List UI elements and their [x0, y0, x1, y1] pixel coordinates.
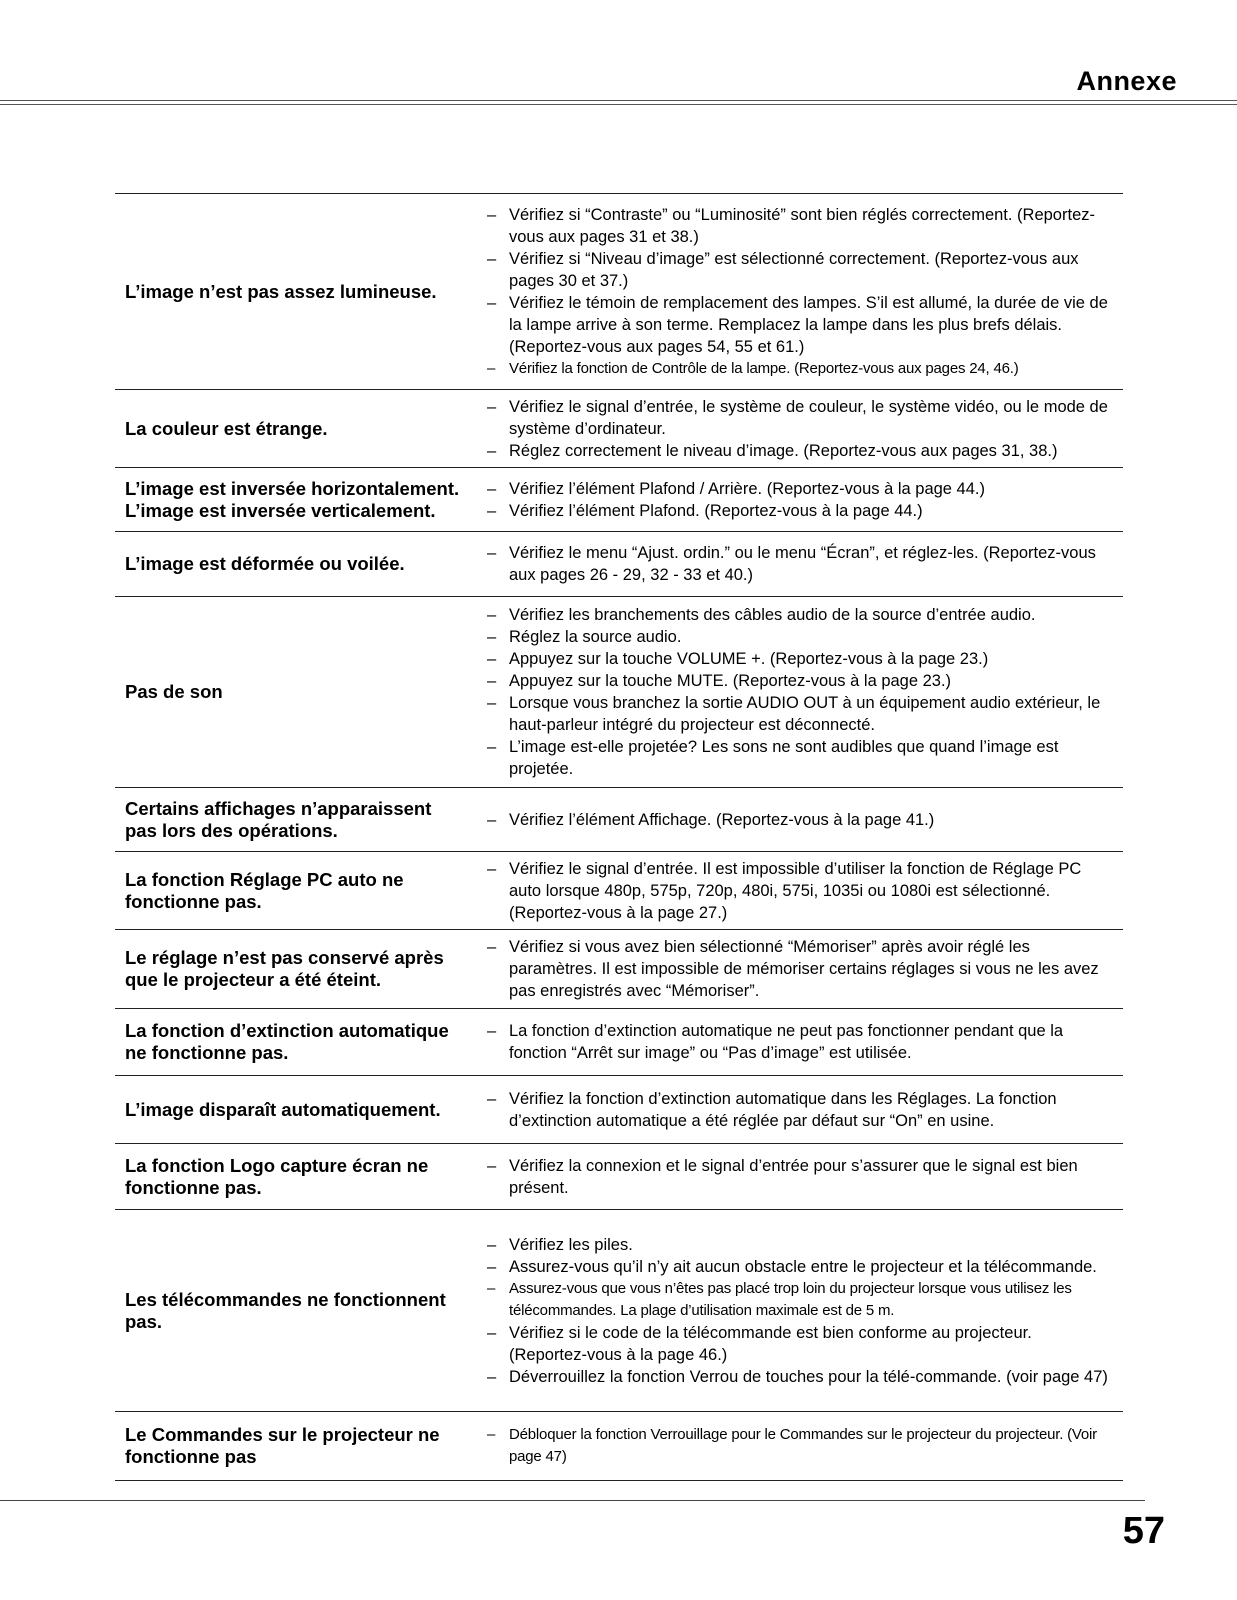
page-title: Annexe [1076, 66, 1177, 96]
remedy-text: Vérifiez si le code de la télécommande est bien conforme au projecteur. (Reportez-vous à la page 46.) [509, 1323, 1032, 1364]
remedy-text: Vérifiez l’élément Plafond. (Reportez-vous à la page 44.) [509, 501, 923, 520]
remedy-cell [475, 788, 1123, 851]
remedy-item: – Vérifiez si “Niveau d’image” est sélectionné correctement. (Reportez-vous aux pages 30 et 37.) [487, 249, 1079, 290]
remedy-text: Vérifiez si vous avez bien sélectionné “Mémoriser” après avoir réglé les paramètres. Il est impossible de mémoriser certains réglages si vous ne les avez pas enregistrés avec “Mémoriser”. [509, 938, 1099, 1000]
table-row [115, 468, 1123, 532]
remedy-item: – Vérifiez la fonction d’extinction automatique dans les Réglages. La fonction d’extinction automatique a été réglée par défaut sur “On” en usine. [487, 1089, 1057, 1130]
problem-text: L’image est inversée horizontalement. L’image est inversée verticalement. [125, 477, 460, 521]
table-row [115, 930, 1123, 1009]
remedy-text: Lorsque vous branchez la sortie AUDIO OUT à un équipement audio extérieur, le haut-parleur intégré du projecteur est déconnecté. [509, 694, 1101, 734]
problem-text: L’image n’est pas assez lumineuse. [125, 280, 437, 302]
remedy-cell [475, 597, 1123, 787]
remedy-text: Assurez-vous que vous n’êtes pas placé trop loin du projecteur lorsque vous utilisez les télécommandes. La plage d’utilisation maximale est de 5 m. [509, 1279, 1072, 1319]
remedy-cell [475, 532, 1123, 596]
remedy-text: Vérifiez si “Contraste” ou “Luminosité” sont bien réglés correctement. (Reportez-vous aux pages 31 et 38.) [509, 205, 1095, 246]
table-row [115, 788, 1123, 852]
remedy-cell [475, 930, 1123, 1008]
remedy-text: Vérifiez la connexion et le signal d’entrée pour s’assurer que le signal est bien présent. [509, 1156, 1078, 1197]
remedy-text: Réglez correctement le niveau d’image. (Reportez-vous aux pages 31, 38.) [509, 441, 1058, 460]
remedy-item: – Vérifiez le signal d’entrée. Il est impossible d’utiliser la fonction de Réglage PC auto lorsque 480p, 575p, 720p, 480i, 575i, 1035i ou 1080i est sélectionné. (Reportez-vous à la page 27.) [487, 859, 1082, 922]
header-divider [0, 100, 1237, 105]
remedy-text: Vérifiez les branchements des câbles audio de la source d’entrée audio. [509, 606, 1036, 624]
problem-text: Le Commandes sur le projecteur ne fonctionne pas [125, 1424, 440, 1467]
remedy-item: – Vérifiez l’élément Plafond. (Reportez-vous à la page 44.) [487, 501, 923, 520]
remedy-item: – Lorsque vous branchez la sortie AUDIO OUT à un équipement audio extérieur, le haut-parleur intégré du projecteur est déconnecté. [487, 694, 1101, 734]
problem-text: La fonction Logo capture écran ne fonctionne pas. [125, 1154, 429, 1198]
remedy-text: Appuyez sur la touche MUTE. (Reportez-vous à la page 23.) [509, 672, 952, 690]
remedy-cell [475, 1412, 1123, 1480]
problem-cell [115, 532, 475, 596]
remedy-text: Vérifiez le signal d’entrée, le système de couleur, le système vidéo, ou le mode de système d’ordinateur. [509, 397, 1108, 438]
footer-divider [0, 1500, 1145, 1501]
problem-text: L’image disparaît automatiquement. [125, 1098, 441, 1120]
problem-cell [115, 1144, 475, 1209]
remedy-text: La fonction d’extinction automatique ne peut pas fonctionner pendant que la fonction “Arrêt sur image” ou “Pas d’image” est utilisée. [509, 1022, 1064, 1062]
remedy-item: – La fonction d’extinction automatique ne peut pas fonctionner pendant que la fonction “Arrêt sur image” ou “Pas d’image” est utilisée. [487, 1022, 1064, 1062]
remedy-cell [475, 468, 1123, 531]
table-row [115, 532, 1123, 597]
remedy-item: – Vérifiez les branchements des câbles audio de la source d’entrée audio. [487, 606, 1036, 624]
problem-text: La fonction d’extinction automatique ne fonctionne pas. [125, 1020, 449, 1063]
remedy-text: Vérifiez le menu “Ajust. ordin.” ou le menu “Écran”, et réglez-les. (Reportez-vous aux pages 26 - 29, 32 - 33 et 40.) [509, 544, 1096, 584]
remedy-text: Vérifiez la fonction de Contrôle de la lampe. (Reportez-vous aux pages 24, 46.) [509, 359, 1019, 377]
remedy-item: – Vérifiez les piles. [487, 1235, 633, 1254]
problem-cell [115, 930, 475, 1008]
remedy-item: – Déverrouillez la fonction Verrou de touches pour la télé-commande. (voir page 47) [487, 1367, 1108, 1386]
problem-cell [115, 1009, 475, 1075]
table-row [115, 390, 1123, 468]
remedy-item: – Vérifiez la connexion et le signal d’entrée pour s’assurer que le signal est bien présent. [487, 1156, 1078, 1197]
remedy-text: Assurez-vous qu’il n’y ait aucun obstacle entre le projecteur et la télécommande. [509, 1257, 1097, 1276]
remedy-item: – Réglez correctement le niveau d’image. (Reportez-vous aux pages 31, 38.) [487, 441, 1058, 460]
problem-text: Les télécommandes ne fonctionnent pas. [125, 1288, 446, 1332]
remedy-text: Déverrouillez la fonction Verrou de touches pour la télé-commande. (voir page 47) [509, 1367, 1108, 1386]
remedy-cell [475, 194, 1123, 389]
remedy-text: Vérifiez la fonction d’extinction automatique dans les Réglages. La fonction d’extinction automatique a été réglée par défaut sur “On” en usine. [509, 1089, 1057, 1130]
remedy-text: Vérifiez si “Niveau d’image” est sélectionné correctement. (Reportez-vous aux pages 30 et 37.) [509, 249, 1079, 290]
remedy-cell [475, 1210, 1123, 1411]
problem-text: Pas de son [125, 681, 223, 702]
table-row [115, 852, 1123, 930]
problem-cell [115, 1412, 475, 1480]
remedy-text: Vérifiez le témoin de remplacement des lampes. S’il est allumé, la durée de vie de la lampe arrive à son terme. Remplacez la lampe dans les plus brefs délais. (Reportez-vous aux pages 54, 55 et 61.) [509, 293, 1108, 356]
remedy-item: – Débloquer la fonction Verrouillage pour le Commandes sur le projecteur du projecteur. (Voir page 47) [487, 1426, 1097, 1465]
remedy-item: – Assurez-vous que vous n’êtes pas placé trop loin du projecteur lorsque vous utilisez les télécommandes. La plage d’utilisation maximale est de 5 m. [487, 1279, 1072, 1319]
problem-cell [115, 852, 475, 929]
remedy-text: Vérifiez le signal d’entrée. Il est impossible d’utiliser la fonction de Réglage PC auto lorsque 480p, 575p, 720p, 480i, 575i, 1035i ou 1080i est sélectionné. (Reportez-vous à la page 27.) [509, 859, 1082, 922]
troubleshooting-table [115, 193, 1123, 1481]
remedy-item: – Vérifiez si le code de la télécommande est bien conforme au projecteur. (Reportez-vous à la page 46.) [487, 1323, 1032, 1364]
remedy-item: – Vérifiez l’élément Plafond / Arrière. (Reportez-vous à la page 44.) [487, 479, 985, 498]
problem-text: La fonction Réglage PC auto ne fonctionne pas. [125, 868, 404, 912]
table-row [115, 1076, 1123, 1144]
remedy-item: – Appuyez sur la touche MUTE. (Reportez-vous à la page 23.) [487, 672, 952, 690]
remedy-text: Vérifiez l’élément Plafond / Arrière. (Reportez-vous à la page 44.) [509, 479, 985, 498]
remedy-item: – Appuyez sur la touche VOLUME +. (Reportez-vous à la page 23.) [487, 650, 989, 668]
problem-cell [115, 468, 475, 531]
problem-cell [115, 1076, 475, 1143]
remedy-item: – Réglez la source audio. [487, 628, 682, 646]
page-number: 57 [1122, 1510, 1165, 1552]
remedy-cell [475, 1009, 1123, 1075]
remedy-cell [475, 1076, 1123, 1143]
remedy-cell [475, 390, 1123, 467]
remedy-text: Appuyez sur la touche VOLUME +. (Reportez-vous à la page 23.) [509, 650, 989, 668]
table-row [115, 1210, 1123, 1412]
remedy-item: – Vérifiez la fonction de Contrôle de la lampe. (Reportez-vous aux pages 24, 46.) [487, 359, 1019, 377]
problem-text: La couleur est étrange. [125, 417, 328, 439]
remedy-item: – Assurez-vous qu’il n’y ait aucun obstacle entre le projecteur et la télécommande. [487, 1257, 1097, 1276]
remedy-text: Réglez la source audio. [509, 628, 682, 646]
remedy-text: L’image est-elle projetée? Les sons ne sont audibles que quand l’image est projetée. [509, 738, 1059, 778]
remedy-item: – Vérifiez le menu “Ajust. ordin.” ou le menu “Écran”, et réglez-les. (Reportez-vous aux pages 26 - 29, 32 - 33 et 40.) [487, 544, 1096, 584]
problem-cell [115, 390, 475, 467]
remedy-text: Vérifiez l’élément Affichage. (Reportez-vous à la page 41.) [509, 810, 935, 829]
remedy-item: – Vérifiez si “Contraste” ou “Luminosité” sont bien réglés correctement. (Reportez-vous aux pages 31 et 38.) [487, 205, 1095, 246]
table-row [115, 194, 1123, 390]
remedy-item: – Vérifiez l’élément Affichage. (Reportez-vous à la page 41.) [487, 810, 935, 829]
problem-cell [115, 194, 475, 389]
remedy-item: – Vérifiez si vous avez bien sélectionné “Mémoriser” après avoir réglé les paramètres. Il est impossible de mémoriser certains réglages si vous ne les avez pas enregistrés avec “Mémoriser”. [487, 938, 1099, 1000]
remedy-item: – Vérifiez le signal d’entrée, le système de couleur, le système vidéo, ou le mode de système d’ordinateur. [487, 397, 1108, 438]
table-row [115, 1144, 1123, 1210]
table-row [115, 1009, 1123, 1076]
table-row [115, 1412, 1123, 1481]
problem-cell [115, 788, 475, 851]
problem-cell [115, 597, 475, 787]
problem-text: Le réglage n’est pas conservé après que le projecteur a été éteint. [125, 947, 444, 990]
remedy-text: Vérifiez les piles. [509, 1235, 633, 1254]
problem-text: Certains affichages n’apparaissent pas lors des opérations. [125, 797, 432, 841]
table-row [115, 597, 1123, 788]
remedy-cell [475, 1144, 1123, 1209]
remedy-cell [475, 852, 1123, 929]
problem-text: L’image est déformée ou voilée. [125, 553, 405, 574]
remedy-text: Débloquer la fonction Verrouillage pour le Commandes sur le projecteur du projecteur. (Voir page 47) [509, 1426, 1097, 1465]
remedy-item: – Vérifiez le témoin de remplacement des lampes. S’il est allumé, la durée de vie de la lampe arrive à son terme. Remplacez la lampe dans les plus brefs délais. (Reportez-vous aux pages 54, 55 et 61.) [487, 293, 1108, 356]
remedy-item: – L’image est-elle projetée? Les sons ne sont audibles que quand l’image est projetée. [487, 738, 1059, 778]
problem-cell [115, 1210, 475, 1411]
